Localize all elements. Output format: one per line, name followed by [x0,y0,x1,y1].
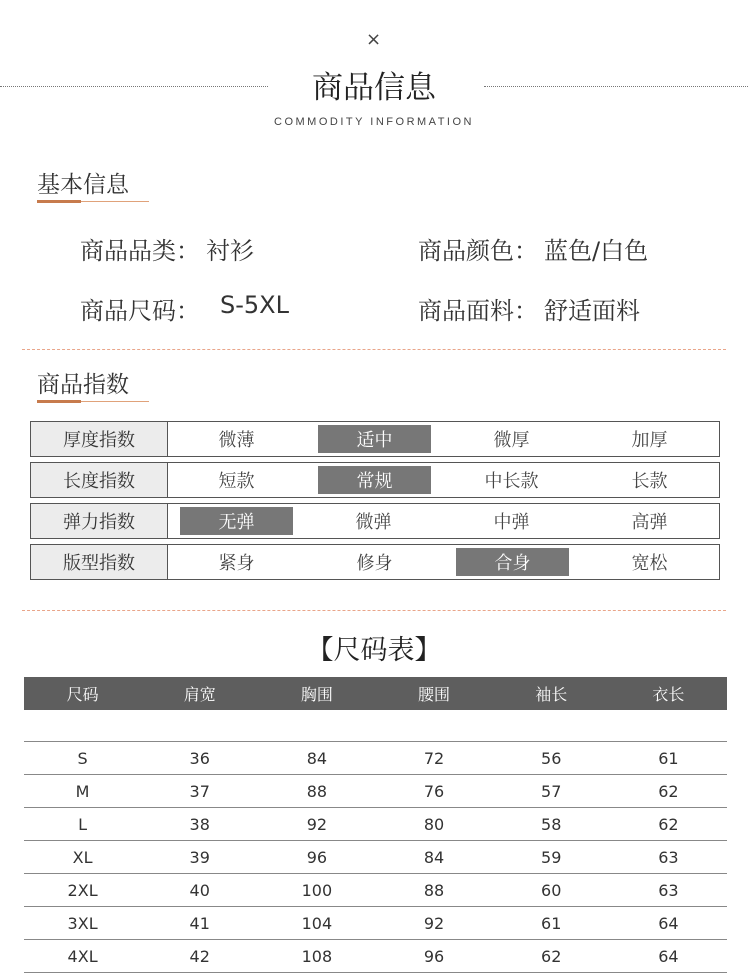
size-chart-header-cell: 袖长 [493,677,610,710]
table-cell: 37 [141,775,258,808]
color-label: 商品颜色： [418,237,538,265]
table-row [24,841,727,874]
table-cell: L [24,808,141,841]
table-cell: 64 [610,940,727,973]
table-cell: 56 [493,742,610,775]
size-chart-header-cell: 衣长 [610,677,727,710]
table-cell: 84 [258,742,375,775]
index-option-selected: 无弹 [180,507,293,535]
section-divider [22,610,726,611]
index-option-selected: 适中 [318,425,431,453]
table-cell: 4XL [24,940,141,973]
table-cell: 80 [375,808,492,841]
table-cell: 59 [493,841,610,874]
table-cell: 60 [493,874,610,907]
index-row-label: 版型指数 [31,545,168,579]
table-cell: 41 [141,907,258,940]
index-option: 长款 [631,471,668,492]
index-underline [37,401,149,402]
index-row [30,544,720,580]
table-cell: 64 [610,907,727,940]
color-value: 蓝色/白色 [544,237,649,265]
size-chart-spacer-row [24,710,727,742]
size-chart-title: 【尺码表】 [306,635,442,666]
category-value: 衬衫 [206,237,254,265]
index-option: 修身 [356,553,393,574]
table-row [24,775,727,808]
section-divider [22,349,726,350]
index-option: 宽松 [631,553,668,574]
basic-info-underline [37,201,149,202]
index-option: 中弹 [493,512,530,533]
index-row-label: 厚度指数 [31,422,168,456]
index-option: 微薄 [218,430,255,451]
table-cell: 62 [610,775,727,808]
index-options [168,422,719,456]
index-option: 加厚 [631,430,668,451]
table-row [24,742,727,775]
category-label: 商品品类： [80,237,200,265]
table-cell: 63 [610,874,727,907]
size-chart-header-cell: 腰围 [375,677,492,710]
table-cell: 92 [258,808,375,841]
index-options [168,545,719,579]
table-cell: 72 [375,742,492,775]
page-title: 商品信息 [312,70,436,106]
basic-info-title: 基本信息 [37,172,129,198]
index-options [168,463,719,497]
table-cell: 96 [258,841,375,874]
table-cell: 96 [375,940,492,973]
index-row [30,421,720,457]
index-row [30,462,720,498]
page-subtitle: COMMODITY INFORMATION [274,116,474,128]
index-option: 中长款 [484,471,539,492]
size-chart-table [24,677,727,973]
table-cell: M [24,775,141,808]
table-cell: 84 [375,841,492,874]
index-row-label: 长度指数 [31,463,168,497]
table-cell: 40 [141,874,258,907]
table-cell: 42 [141,940,258,973]
size-label: 商品尺码： [80,297,200,325]
table-cell: 57 [493,775,610,808]
index-row [30,503,720,539]
table-row [24,907,727,940]
size-chart-header-cell: 尺码 [24,677,141,710]
table-cell: 88 [375,874,492,907]
table-cell: 88 [258,775,375,808]
table-row [24,874,727,907]
table-cell: 76 [375,775,492,808]
index-options [168,504,719,538]
fabric-value: 舒适面料 [544,297,640,325]
table-row [24,808,727,841]
index-option: 微弹 [355,512,392,533]
table-cell: 92 [375,907,492,940]
table-cell: 3XL [24,907,141,940]
table-cell: 62 [610,808,727,841]
size-chart-header-cell: 肩宽 [141,677,258,710]
fabric-label: 商品面料： [418,297,538,325]
size-value: S-5XL [220,291,289,319]
table-cell: 61 [610,742,727,775]
table-cell: 108 [258,940,375,973]
index-row-label: 弹力指数 [31,504,168,538]
table-cell: 61 [493,907,610,940]
table-cell: 39 [141,841,258,874]
table-cell: 62 [493,940,610,973]
table-cell: 104 [258,907,375,940]
table-cell: 63 [610,841,727,874]
table-cell: S [24,742,141,775]
table-cell: 2XL [24,874,141,907]
index-option-selected: 合身 [456,548,569,576]
index-title: 商品指数 [37,372,129,398]
size-chart-header-row [24,677,727,710]
index-option: 高弹 [631,512,668,533]
index-option: 紧身 [218,553,255,574]
index-option: 微厚 [493,430,530,451]
table-cell: 58 [493,808,610,841]
index-option: 短款 [218,471,255,492]
table-cell: XL [24,841,141,874]
table-row [24,940,727,973]
index-option-selected: 常规 [318,466,431,494]
table-cell: 100 [258,874,375,907]
size-chart-header-cell: 胸围 [258,677,375,710]
table-cell: 36 [141,742,258,775]
table-cell: 38 [141,808,258,841]
close-icon[interactable]: × [366,29,382,50]
